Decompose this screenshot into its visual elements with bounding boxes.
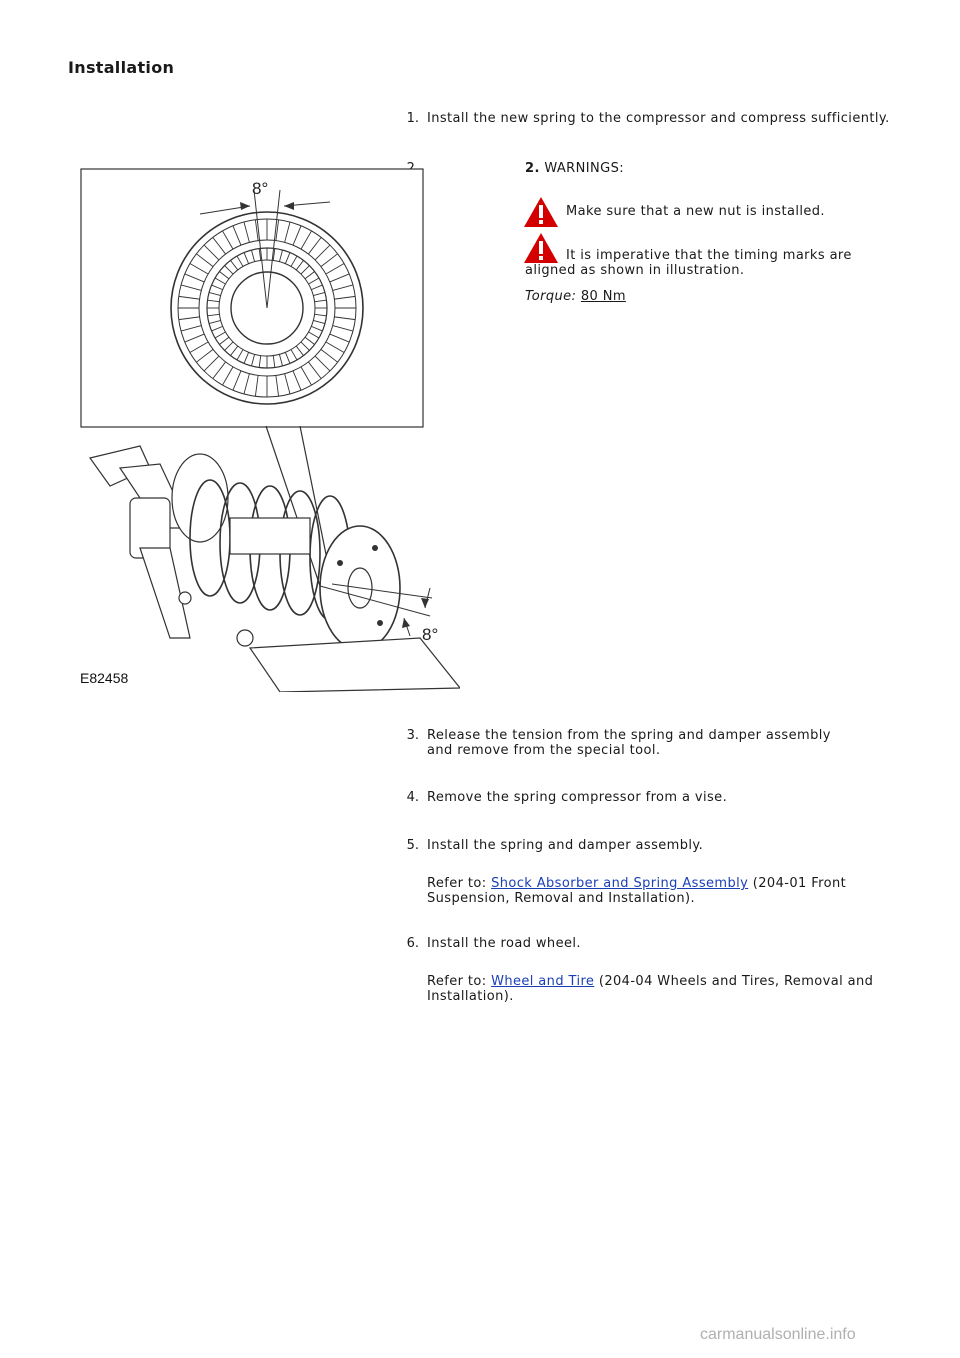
- angle-label-bottom: 8°: [422, 625, 439, 644]
- step-6-ref-prefix: Refer to:: [427, 974, 487, 989]
- figure-id-label: E82458: [80, 670, 129, 686]
- warning-triangle-icon: [523, 196, 559, 228]
- angle-label-top: 8°: [252, 179, 269, 198]
- torque-line: [525, 289, 626, 304]
- wheel-and-tire-link[interactable]: Wheel and Tire: [491, 974, 595, 989]
- strut-timing-mark-illustration: [80, 168, 460, 692]
- section-title: Installation: [68, 58, 175, 77]
- shock-absorber-link[interactable]: Shock Absorber and Spring Assembly: [491, 876, 749, 891]
- step-5-reference: [427, 876, 847, 906]
- step-5-ref-suffix: (204-01 Front Suspension, Removal and Installation).: [427, 876, 847, 906]
- warning-2-text: It is imperative that the timing marks are aligned as shown in illustration.: [525, 248, 852, 278]
- step-1-text: Install the new spring to the compressor and compress sufficiently.: [427, 111, 890, 126]
- step-6-reference: [427, 974, 877, 1004]
- step-6-text: Install the road wheel.: [427, 936, 581, 951]
- step-4-number: 4.: [406, 790, 419, 805]
- step-2-heading: [525, 161, 624, 176]
- step-3-text: Release the tension from the spring and damper assembly and remove from the special tool.: [427, 728, 831, 758]
- torque-label: Torque:: [525, 289, 577, 304]
- step-4-text: Remove the spring compressor from a vise.: [427, 790, 728, 805]
- torque-value: 80 Nm: [580, 289, 626, 304]
- step-2-bold-number: 2.: [525, 161, 540, 176]
- step-6-number: 6.: [406, 936, 419, 951]
- step-6-ref-suffix: (204-04 Wheels and Tires, Removal and Installation).: [427, 974, 874, 1004]
- step-3-number: 3.: [406, 728, 419, 743]
- step-5-ref-prefix: Refer to:: [427, 876, 487, 891]
- warning-1-text: Make sure that a new nut is installed.: [566, 204, 825, 219]
- step-5-number: 5.: [406, 838, 419, 853]
- footer-watermark: carmanualsonline.info: [700, 1326, 856, 1343]
- warnings-heading: WARNINGS:: [544, 161, 625, 176]
- step-1-number: 1.: [406, 111, 419, 126]
- step-5-text: Install the spring and damper assembly.: [427, 838, 704, 853]
